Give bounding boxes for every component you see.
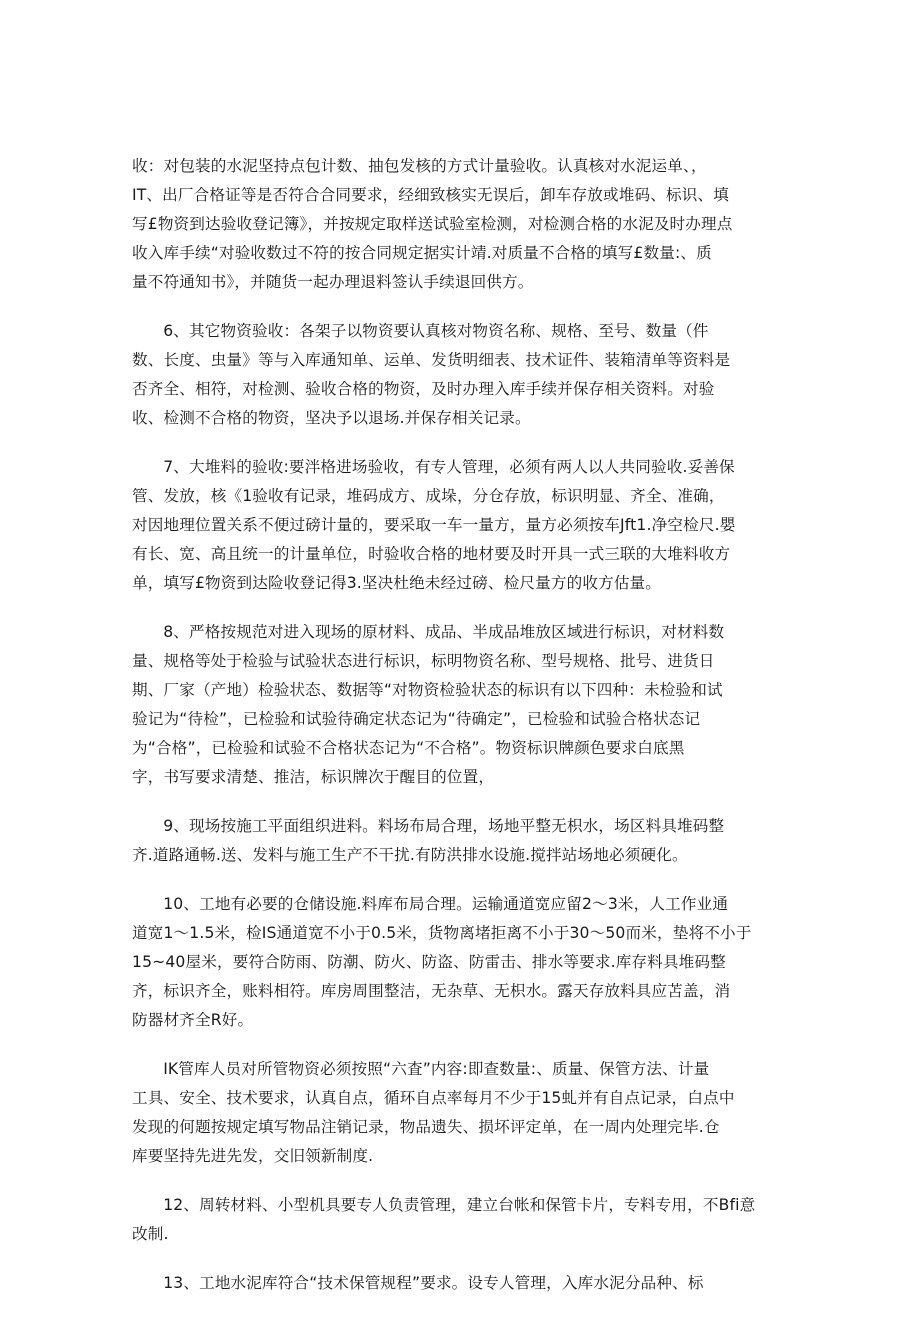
text-line: 发现的何题按规定填写物品注销记录，物品遗失、损坏评定单，在一周内处理完毕.仓 bbox=[132, 1118, 720, 1136]
paragraph bbox=[132, 1191, 778, 1249]
text-line: 收、检测不合格的物资，坚决予以退场.并保存相关记录。 bbox=[132, 409, 531, 427]
text-line: 写£物资到达验收登记簿》，并按规定取样送试验室检测，对检测合格的水泥及时办理点 bbox=[132, 215, 733, 233]
text-line: 12、周转材料、小型机具要专人负责管理，建立台帐和保管卡片，专料专用，不Bfi意 bbox=[163, 1196, 756, 1214]
text-line: IK管库人员对所管物资必须按照“六査”内容:即查数量:、质量、保管方法、计量 bbox=[163, 1060, 710, 1078]
text-line: 工具、安全、技术要求，认真自点，循环自点率每月不少于15虬并有自点记录，白点中 bbox=[132, 1089, 735, 1107]
text-line: 15~40屋米，要符合防雨、防潮、防火、防盗、防雷击、排水等要求.库存料具堆码整 bbox=[132, 953, 726, 971]
text-line: 9、现场按施工平面组织进料。料场布局合理，场地平整无枳水，场区料具堆码整 bbox=[163, 817, 725, 835]
paragraph bbox=[132, 1269, 778, 1298]
text-line: 否齐全、相符，对检测、验收合格的物资，及时办理入库手续并保存相关资料。对验 bbox=[132, 380, 715, 398]
document-body bbox=[132, 152, 778, 1318]
text-line: 验记为“待检”，已检验和试验待确定状态记为“待确定”，已检验和试验合格状态记 bbox=[132, 710, 701, 728]
text-line: 单，填写£物资到达险收登记得3.坚决杜绝未经过磅、检尺量方的收方估量。 bbox=[132, 574, 662, 592]
text-line: 字，书写要求清楚、推洁，标识牌次于醒目的位置， bbox=[132, 768, 495, 786]
text-line: 改制. bbox=[132, 1225, 169, 1243]
paragraph bbox=[132, 1055, 778, 1171]
text-line: 有长、宽、高且统一的计量单位，时验收合格的地材要及时开具一式三联的大堆料收方 bbox=[132, 545, 731, 563]
text-line: 库要坚持先进先发，交旧领新制度. bbox=[132, 1147, 374, 1165]
text-line: 量不符通知书》，并随货一起办理退料签认手续退回供方。 bbox=[132, 273, 534, 291]
text-line: 数、长度、虫量》等与入库通知单、运单、发货明细表、技术证件、装箱清单等资料是 bbox=[132, 351, 731, 369]
text-line: 8、严格按规范对进入现场的原材料、成品、半成品堆放区域进行标识，对材料数 bbox=[163, 623, 725, 641]
text-line: 期、厂家（产地）检验状态、数据等“对物资检验状态的标识有以下四种：未检验和试 bbox=[132, 681, 723, 699]
text-line: 收入库手续“对验收数过不符的按合同规定据实计靖.对质量不合格的填写£数量:、质 bbox=[132, 244, 712, 262]
paragraph bbox=[132, 317, 778, 433]
text-line: 13、工地水泥库符合“技术保管规程”要求。设专人管理，入库水泥分品种、标 bbox=[163, 1274, 704, 1292]
text-line: 10、工地有必要的仓储设施.料库布局合理。运输通道宽应留2～3米，人工作业通 bbox=[163, 895, 729, 913]
paragraph bbox=[132, 618, 778, 792]
text-line: 齐.道路通畅.送、发料与施工生产不干扰.有防洪排水设施.搅拌站场地必须硬化。 bbox=[132, 846, 688, 864]
text-line: 6、其它物资验收：各架子以物资要认真核对物资名称、规格、至号、数量（件 bbox=[163, 322, 709, 340]
text-line: 防器材齐全R好。 bbox=[132, 1011, 254, 1029]
text-line: 管、发放，核《1验收有记录，堆码成方、成垛，分仓存放，标识明显、齐全、准确， bbox=[132, 487, 725, 505]
paragraph bbox=[132, 152, 778, 297]
paragraph bbox=[132, 453, 778, 598]
text-line: IT、出厂合格证等是否符合合同要求，经细致核实无误后，卸车存放或堆码、标识、填 bbox=[132, 186, 729, 204]
text-line: 收：对包装的水泥坚持点包计数、抽包发核的方式计量验收。认真核对水泥运单、， bbox=[132, 157, 707, 175]
text-line: 为“合格”，已检验和试验不合格状态记为“不合格”。物资标识牌颜色要求白底黑 bbox=[132, 739, 685, 757]
text-line: 齐，标识齐全，账料相符。库房周围整洁，无杂草、无枳水。露天存放料具应苫盖，消 bbox=[132, 982, 731, 1000]
text-line: 道宽1～1.5米，检IS通道宽不小于0.5米，货物离堵拒离不小于30～50而米，垫将不小于 bbox=[132, 924, 752, 942]
text-line: 量、规格等处于检验与试验状态进行标识，标明物资名称、型号规格、批号、进货日 bbox=[132, 652, 715, 670]
paragraph bbox=[132, 890, 778, 1035]
text-line: 对因地理位置关系不便过磅计量的，要采取一车一量方，量方必须按车Jft1.净空检尺.嬰 bbox=[132, 516, 736, 534]
paragraph bbox=[132, 812, 778, 870]
text-line: 7、大堆料的验收:要泮格进场验收，有专人管理，必须有两人以人共同验收.妥善保 bbox=[163, 458, 735, 476]
